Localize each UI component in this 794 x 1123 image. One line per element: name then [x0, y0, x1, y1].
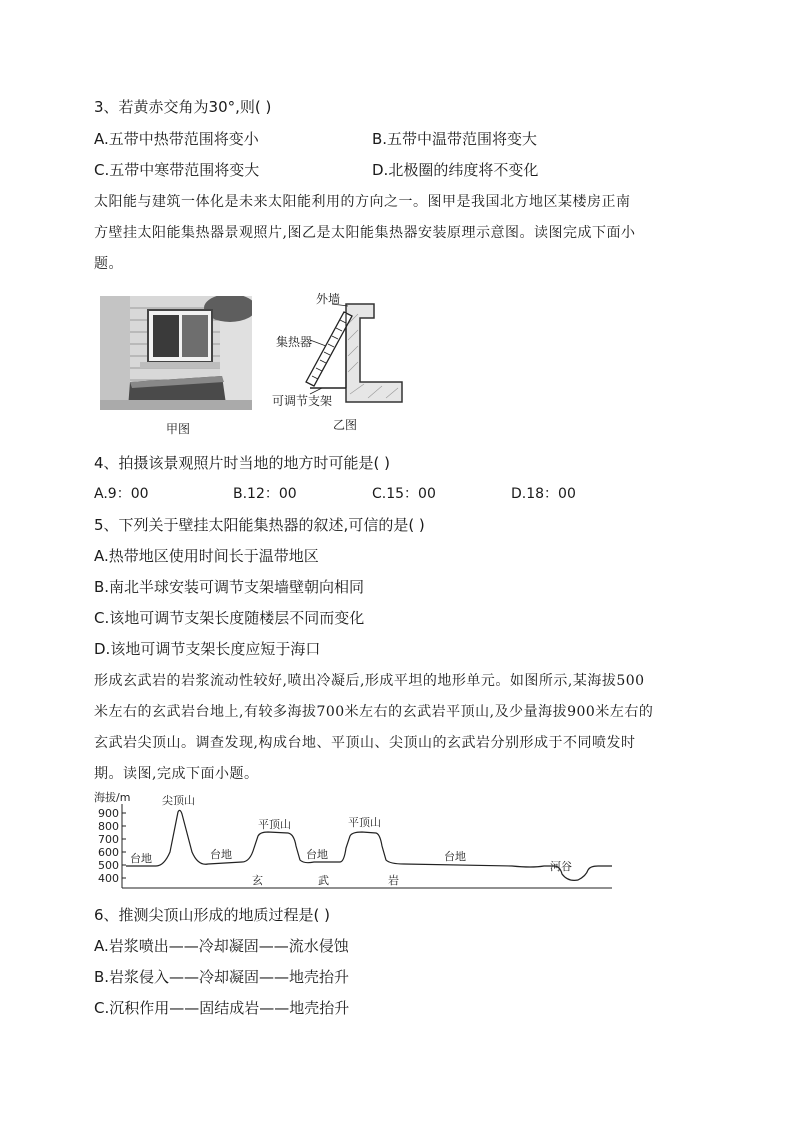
q5-option-b: B.南北半球安装可调节支架墙壁朝向相同 — [94, 578, 365, 596]
q4-stem: 4、拍摄该景观照片时当地的地方时可能是( ) — [94, 454, 391, 472]
q3-stem: 3、若黄赤交角为30°,则( ) — [94, 98, 272, 116]
q3-option-a: A.五带中热带范围将变小 — [94, 130, 259, 148]
label-plateau-4: 台地 — [444, 850, 466, 863]
q5-stem: 5、下列关于壁挂太阳能集热器的叙述,可信的是( ) — [94, 516, 425, 534]
q4-option-a: A.9：00 — [94, 486, 149, 502]
label-collector: 集热器 — [276, 335, 313, 349]
q4-option-c: C.15：00 — [372, 486, 436, 502]
tick-500: 500 — [98, 859, 119, 872]
q5-option-a: A.热带地区使用时间长于温带地区 — [94, 547, 319, 565]
label-flat-2: 平顶山 — [348, 816, 381, 829]
label-rock-1: 玄 — [252, 874, 263, 887]
tick-600: 600 — [98, 846, 119, 859]
figure-a-caption: 甲图 — [166, 422, 191, 436]
intro2-line-2: 米左右的玄武岩台地上,有较多海拔700米左右的玄武岩平顶山,及少量海拔900米左右的 — [94, 704, 654, 720]
q3-option-d: D.北极圈的纬度将不变化 — [372, 161, 539, 179]
tick-400: 400 — [98, 872, 119, 885]
intro2-line-3: 玄武岩尖顶山。调查发现,构成台地、平顶山、尖顶山的玄武岩分别形成于不同喷发时 — [94, 735, 636, 751]
label-rock-2: 武 — [318, 874, 329, 887]
q4-option-d: D.18：00 — [511, 486, 576, 502]
q6-stem: 6、推测尖顶山形成的地质过程是( ) — [94, 906, 331, 924]
terrain-profile — [92, 790, 622, 892]
tick-900: 900 — [98, 807, 119, 820]
label-bracket: 可调节支架 — [272, 394, 333, 408]
q6-option-c: C.沉积作用——固结成岩——地壳抬升 — [94, 999, 350, 1017]
label-rock-3: 岩 — [388, 874, 399, 887]
intro2-line-1: 形成玄武岩的岩浆流动性较好,喷出冷凝后,形成平坦的地形单元。如图所示,某海拔500 — [94, 673, 645, 689]
label-flat-1: 平顶山 — [258, 818, 291, 831]
q3-option-b: B.五带中温带范围将变大 — [372, 130, 538, 148]
intro2-line-4: 期。读图,完成下面小题。 — [94, 766, 259, 782]
profile-ylabel: 海拔/m — [94, 791, 131, 804]
tick-800: 800 — [98, 820, 119, 833]
figure-b-caption: 乙图 — [333, 418, 358, 432]
q6-option-a: A.岩浆喷出——冷却凝固——流水侵蚀 — [94, 937, 349, 955]
intro1-line-3: 题。 — [94, 256, 123, 272]
q3-option-c: C.五带中寒带范围将变大 — [94, 161, 260, 179]
label-plateau-2: 台地 — [210, 848, 232, 861]
q5-option-c: C.该地可调节支架长度随楼层不同而变化 — [94, 609, 365, 627]
q5-option-d: D.该地可调节支架长度应短于海口 — [94, 640, 321, 658]
label-plateau-1: 台地 — [130, 852, 152, 865]
q6-option-b: B.岩浆侵入——冷却凝固——地壳抬升 — [94, 968, 350, 986]
q4-option-b: B.12：00 — [233, 486, 297, 502]
label-wall: 外墙 — [316, 292, 341, 306]
intro1-line-2: 方壁挂太阳能集热器景观照片,图乙是太阳能集热器安装原理示意图。读图完成下面小 — [94, 225, 636, 241]
label-valley: 河谷 — [550, 860, 572, 873]
label-plateau-3: 台地 — [306, 848, 328, 861]
tick-700: 700 — [98, 833, 119, 846]
intro1-line-1: 太阳能与建筑一体化是未来太阳能利用的方向之一。图甲是我国北方地区某楼房正南 — [94, 194, 631, 210]
figure-a-photo — [100, 296, 252, 410]
label-peak: 尖顶山 — [162, 794, 195, 807]
